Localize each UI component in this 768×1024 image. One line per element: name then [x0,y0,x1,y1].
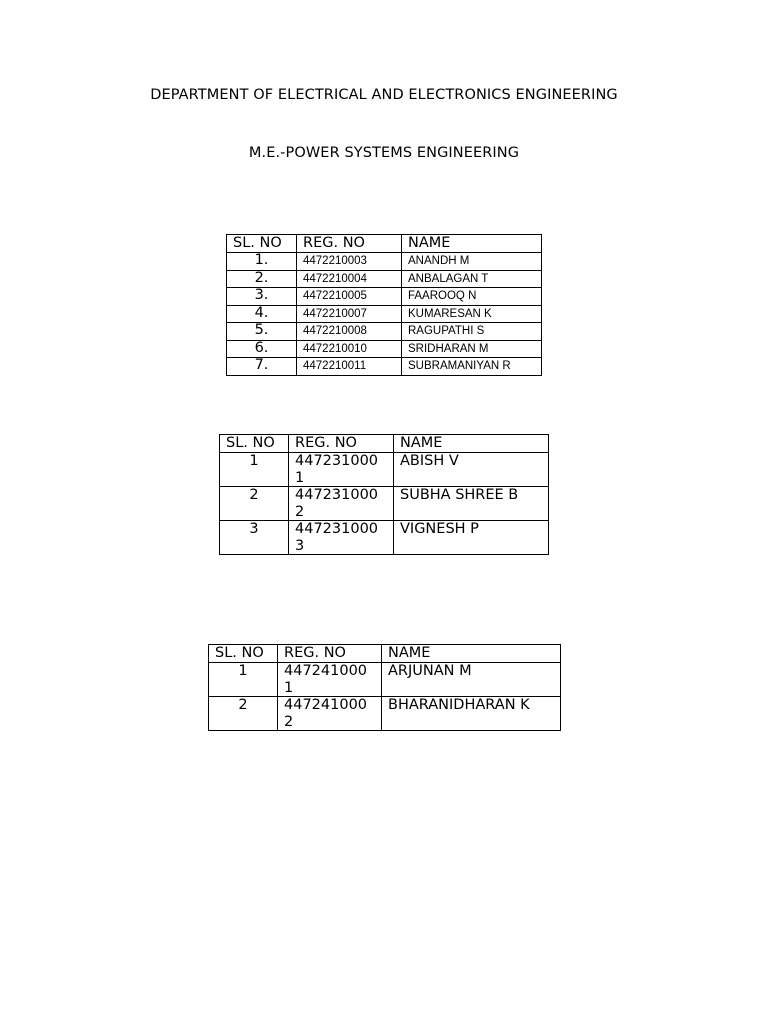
cell-name: VIGNESH P [394,521,549,555]
cell-reg-no: 4472210005 [297,288,402,306]
table-row [227,305,542,323]
cell-name: SUBHA SHREE B [394,487,549,521]
cell-name: BHARANIDHARAN K [382,697,561,731]
col-header-name: NAME [394,435,549,453]
cell-sl-no: 2. [227,270,297,288]
cell-sl-no: 2 [220,487,289,521]
department-title: DEPARTMENT OF ELECTRICAL AND ELECTRONICS ENGINEERING [150,87,618,103]
cell-reg-no: 4472210011 [297,358,402,376]
cell-name: ARJUNAN M [382,663,561,697]
table-row [220,453,549,487]
student-table-1 [226,234,542,376]
col-header-name: NAME [382,645,561,663]
table-row [227,270,542,288]
cell-sl-no: 1 [209,663,278,697]
cell-reg-no: 4472310002 [289,487,394,521]
cell-name: ANANDH M [402,253,542,271]
table-row [227,253,542,271]
col-header-sl-no: SL. NO [209,645,278,663]
table-row [227,340,542,358]
cell-sl-no: 7. [227,358,297,376]
cell-sl-no: 1. [227,253,297,271]
cell-sl-no: 4. [227,305,297,323]
cell-name: SRIDHARAN M [402,340,542,358]
table-row [220,521,549,555]
cell-reg-no: 4472410001 [278,663,382,697]
cell-sl-no: 5. [227,323,297,341]
table-header-row [209,645,561,663]
cell-reg-no: 4472310003 [289,521,394,555]
cell-reg-no: 4472210007 [297,305,402,323]
table-header-row [220,435,549,453]
cell-reg-no: 4472210004 [297,270,402,288]
table-header-row [227,235,542,253]
cell-sl-no: 6. [227,340,297,358]
table-row [227,358,542,376]
cell-name: ABISH V [394,453,549,487]
cell-sl-no: 3 [220,521,289,555]
student-table-2 [219,434,549,555]
table-row [209,697,561,731]
cell-sl-no: 1 [220,453,289,487]
cell-sl-no: 3. [227,288,297,306]
table-row [227,323,542,341]
col-header-reg-no: REG. NO [278,645,382,663]
col-header-sl-no: SL. NO [220,435,289,453]
cell-reg-no: 4472410002 [278,697,382,731]
table-row [209,663,561,697]
cell-sl-no: 2 [209,697,278,731]
cell-name: ANBALAGAN T [402,270,542,288]
student-table-3 [208,644,561,731]
table-row [227,288,542,306]
table-row [220,487,549,521]
cell-name: KUMARESAN K [402,305,542,323]
cell-name: SUBRAMANIYAN R [402,358,542,376]
cell-reg-no: 4472210008 [297,323,402,341]
col-header-reg-no: REG. NO [297,235,402,253]
cell-name: RAGUPATHI S [402,323,542,341]
program-title: M.E.-POWER SYSTEMS ENGINEERING [248,145,520,161]
cell-reg-no: 4472310001 [289,453,394,487]
col-header-name: NAME [402,235,542,253]
cell-name: FAAROOQ N [402,288,542,306]
cell-reg-no: 4472210010 [297,340,402,358]
col-header-reg-no: REG. NO [289,435,394,453]
cell-reg-no: 4472210003 [297,253,402,271]
col-header-sl-no: SL. NO [227,235,297,253]
